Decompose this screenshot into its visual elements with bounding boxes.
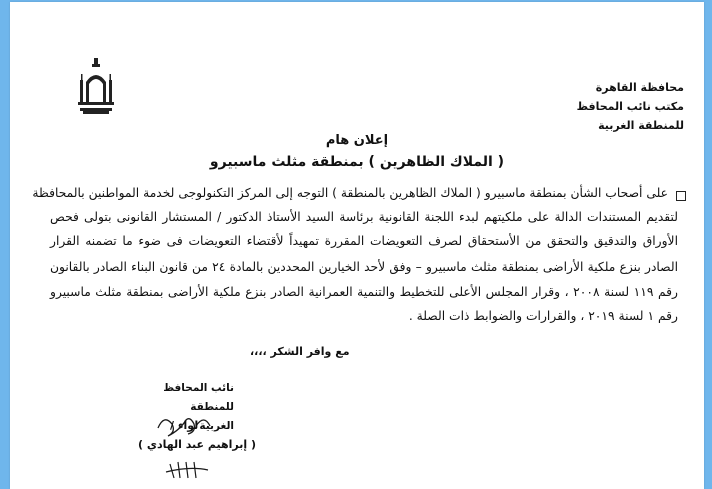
signatory-title-line1: نائب المحافظ xyxy=(163,382,234,394)
body-line-5: رقم ١١٩ لسنة ٢٠٠٨ ، وقرار المجلس الأعلى للتخطيط والتنمية العمرانية الصادر بنزع ملكية الأراضى بمنطقة مثلث ماسبيرو xyxy=(50,285,678,299)
header-region: للمنطقة الغربية xyxy=(598,119,684,132)
closing-text: مع وافر الشكر ،،،، xyxy=(250,345,350,358)
document-page xyxy=(10,2,704,489)
body-line-1: على أصحاب الشأن بمنطقة ماسبيرو ( الملاك الظاهرين بالمنطقة ) التوجه إلى المركز التكنولوجى لخدمة المواطنين بالمحافظة xyxy=(32,186,668,200)
body-line-3: الأوراق والتدقيق والتحقق من الأستحقاق لصرف التعويضات المقررة تمهيداً لأقتضاء التعويضات فى ضوء ما تضمنه القرار xyxy=(50,234,678,248)
body-line-6: رقم ١ لسنة ٢٠١٩ ، والقرارات والضوابط ذات الصلة . xyxy=(408,309,678,323)
header-governorate: محافظة القاهرة xyxy=(595,81,684,94)
cairo-governorate-logo xyxy=(74,58,118,116)
body-line-4: الصادر بنزع ملكية الأراضى بمنطقة مثلث ماسبيرو – وفق لأحد الخيارين المحددين بالمادة ٢٤ من قانون البناء الصادر بالقانون xyxy=(50,260,678,274)
signatory-name: ( إبراهيم عبد الهادي ) xyxy=(138,438,257,451)
bullet-box-icon xyxy=(676,191,686,201)
announcement-subtitle: ( الملاك الظاهرين ) بمنطقة مثلث ماسبيرو xyxy=(209,154,505,170)
issuer-header xyxy=(544,78,684,135)
signatory-rank: لواء / xyxy=(170,419,199,432)
header-office: مكتب نائب المحافظ xyxy=(576,100,684,113)
signatory-title-line2: للمنطقة الغربية xyxy=(190,401,234,432)
body-line-2: لتقديم المستندات الدالة على ملكيتهم لبدء اللجنة القانونية برئاسة السيد الأستاذ الدكتور / المستشار القانونى بتولى فحص xyxy=(50,210,678,224)
announcement-title: إعلان هام xyxy=(325,133,389,148)
